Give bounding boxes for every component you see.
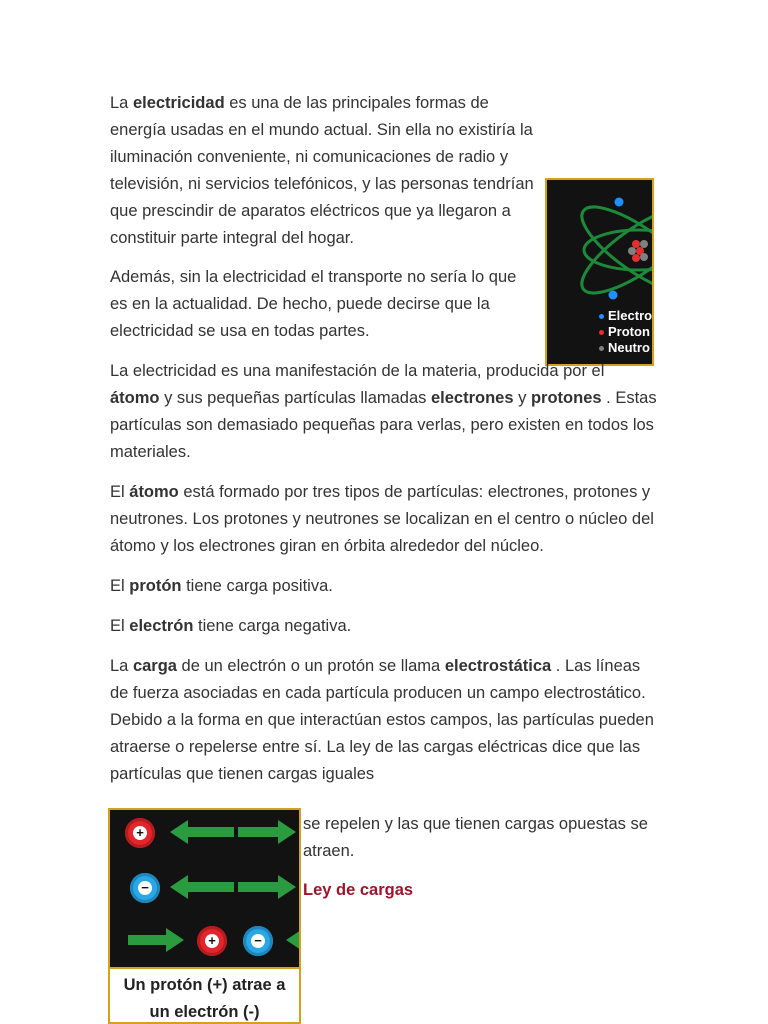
term-electricidad: electricidad [132, 94, 225, 112]
paragraph-transport [110, 264, 543, 345]
text-run: Además, sin la electricidad el transporte no sería lo que es en la actualidad. De hecho, puede decirse que la electricidad se usa en todas partes. [110, 268, 517, 340]
proton-charge-icon: + [125, 818, 155, 848]
text-run: El [110, 617, 130, 635]
term-atomo: átomo [129, 483, 179, 501]
proton-charge-icon: + [197, 926, 227, 956]
paragraph-proton [110, 573, 658, 600]
legend-neutron-label: Neutro [608, 340, 650, 355]
paragraph-intro [110, 90, 658, 254]
text-run: . Estas partículas son demasiado pequeñas para verlas, pero existen en todos los materiales. [110, 389, 657, 461]
text-run: se repelen y las que tienen cargas opuestas se atraen. [303, 815, 648, 860]
text-run: tiene carga negativa. [193, 617, 352, 635]
paragraph-atom-structure [110, 479, 658, 560]
paragraph-charge-continuation [303, 811, 663, 865]
paragraph-electron [110, 613, 658, 640]
law-of-charges-link[interactable]: Ley de cargas [303, 881, 414, 899]
term-atomo: átomo [110, 389, 160, 407]
paragraph-charge [110, 653, 658, 788]
legend-proton-label: Proton [608, 324, 650, 339]
electron-charge-icon: − [243, 926, 273, 956]
text-run: y [513, 389, 531, 407]
charges-illustration [110, 810, 299, 967]
article-body [110, 90, 658, 788]
text-run: tiene carga positiva. [181, 577, 333, 595]
text-run: . Las líneas de fuerza asociadas en cada partícula producen un campo electrostático. Debido a la forma en que interactúan estos campos, las partículas pueden atraerse o repelerse entre sí. La ley de las cargas eléctricas dice que las partículas que tienen cargas iguales [110, 657, 654, 783]
text-run: de un electrón o un protón se llama [176, 657, 445, 675]
text-run: La [110, 657, 133, 675]
term-electrones: electrones [431, 389, 514, 407]
charges-law-figure [108, 808, 301, 1024]
term-proton: protón [129, 577, 182, 595]
term-protones: protones [530, 389, 602, 407]
term-electrostatica: electrostática [444, 657, 552, 675]
legend-electron-label: Electro [608, 308, 653, 323]
charges-caption [110, 967, 299, 1024]
term-electron: electrón [129, 617, 194, 635]
text-run: La electricidad es una manifestación de la materia, producida por el [110, 362, 605, 380]
text-run: El [110, 577, 130, 595]
text-run: El [110, 483, 130, 501]
term-carga: carga [132, 657, 177, 675]
paragraph-matter [110, 358, 658, 466]
caption-line: Un protón (+) atrae a [123, 976, 286, 994]
electron-charge-icon: − [130, 873, 160, 903]
text-run: es una de las principales formas de energía usadas en el mundo actual. Sin ella no existiría la iluminación conveniente, ni comunicaciones de radio y televisión, ni servicios telefónicos, y las personas tendrían que prescindir de aparatos eléctricos que ya llegaron a constituir parte integral del hogar. [110, 94, 534, 247]
caption-line: un electrón (-) [149, 1003, 260, 1021]
text-run: La [110, 94, 133, 112]
text-run: está formado por tres tipos de partículas: electrones, protones y neutrones. Los protones y neutrones se localizan en el centro o núcleo del átomo y los electrones giran en órbita alrededor del núcleo. [110, 483, 654, 555]
text-run: y sus pequeñas partículas llamadas [159, 389, 431, 407]
